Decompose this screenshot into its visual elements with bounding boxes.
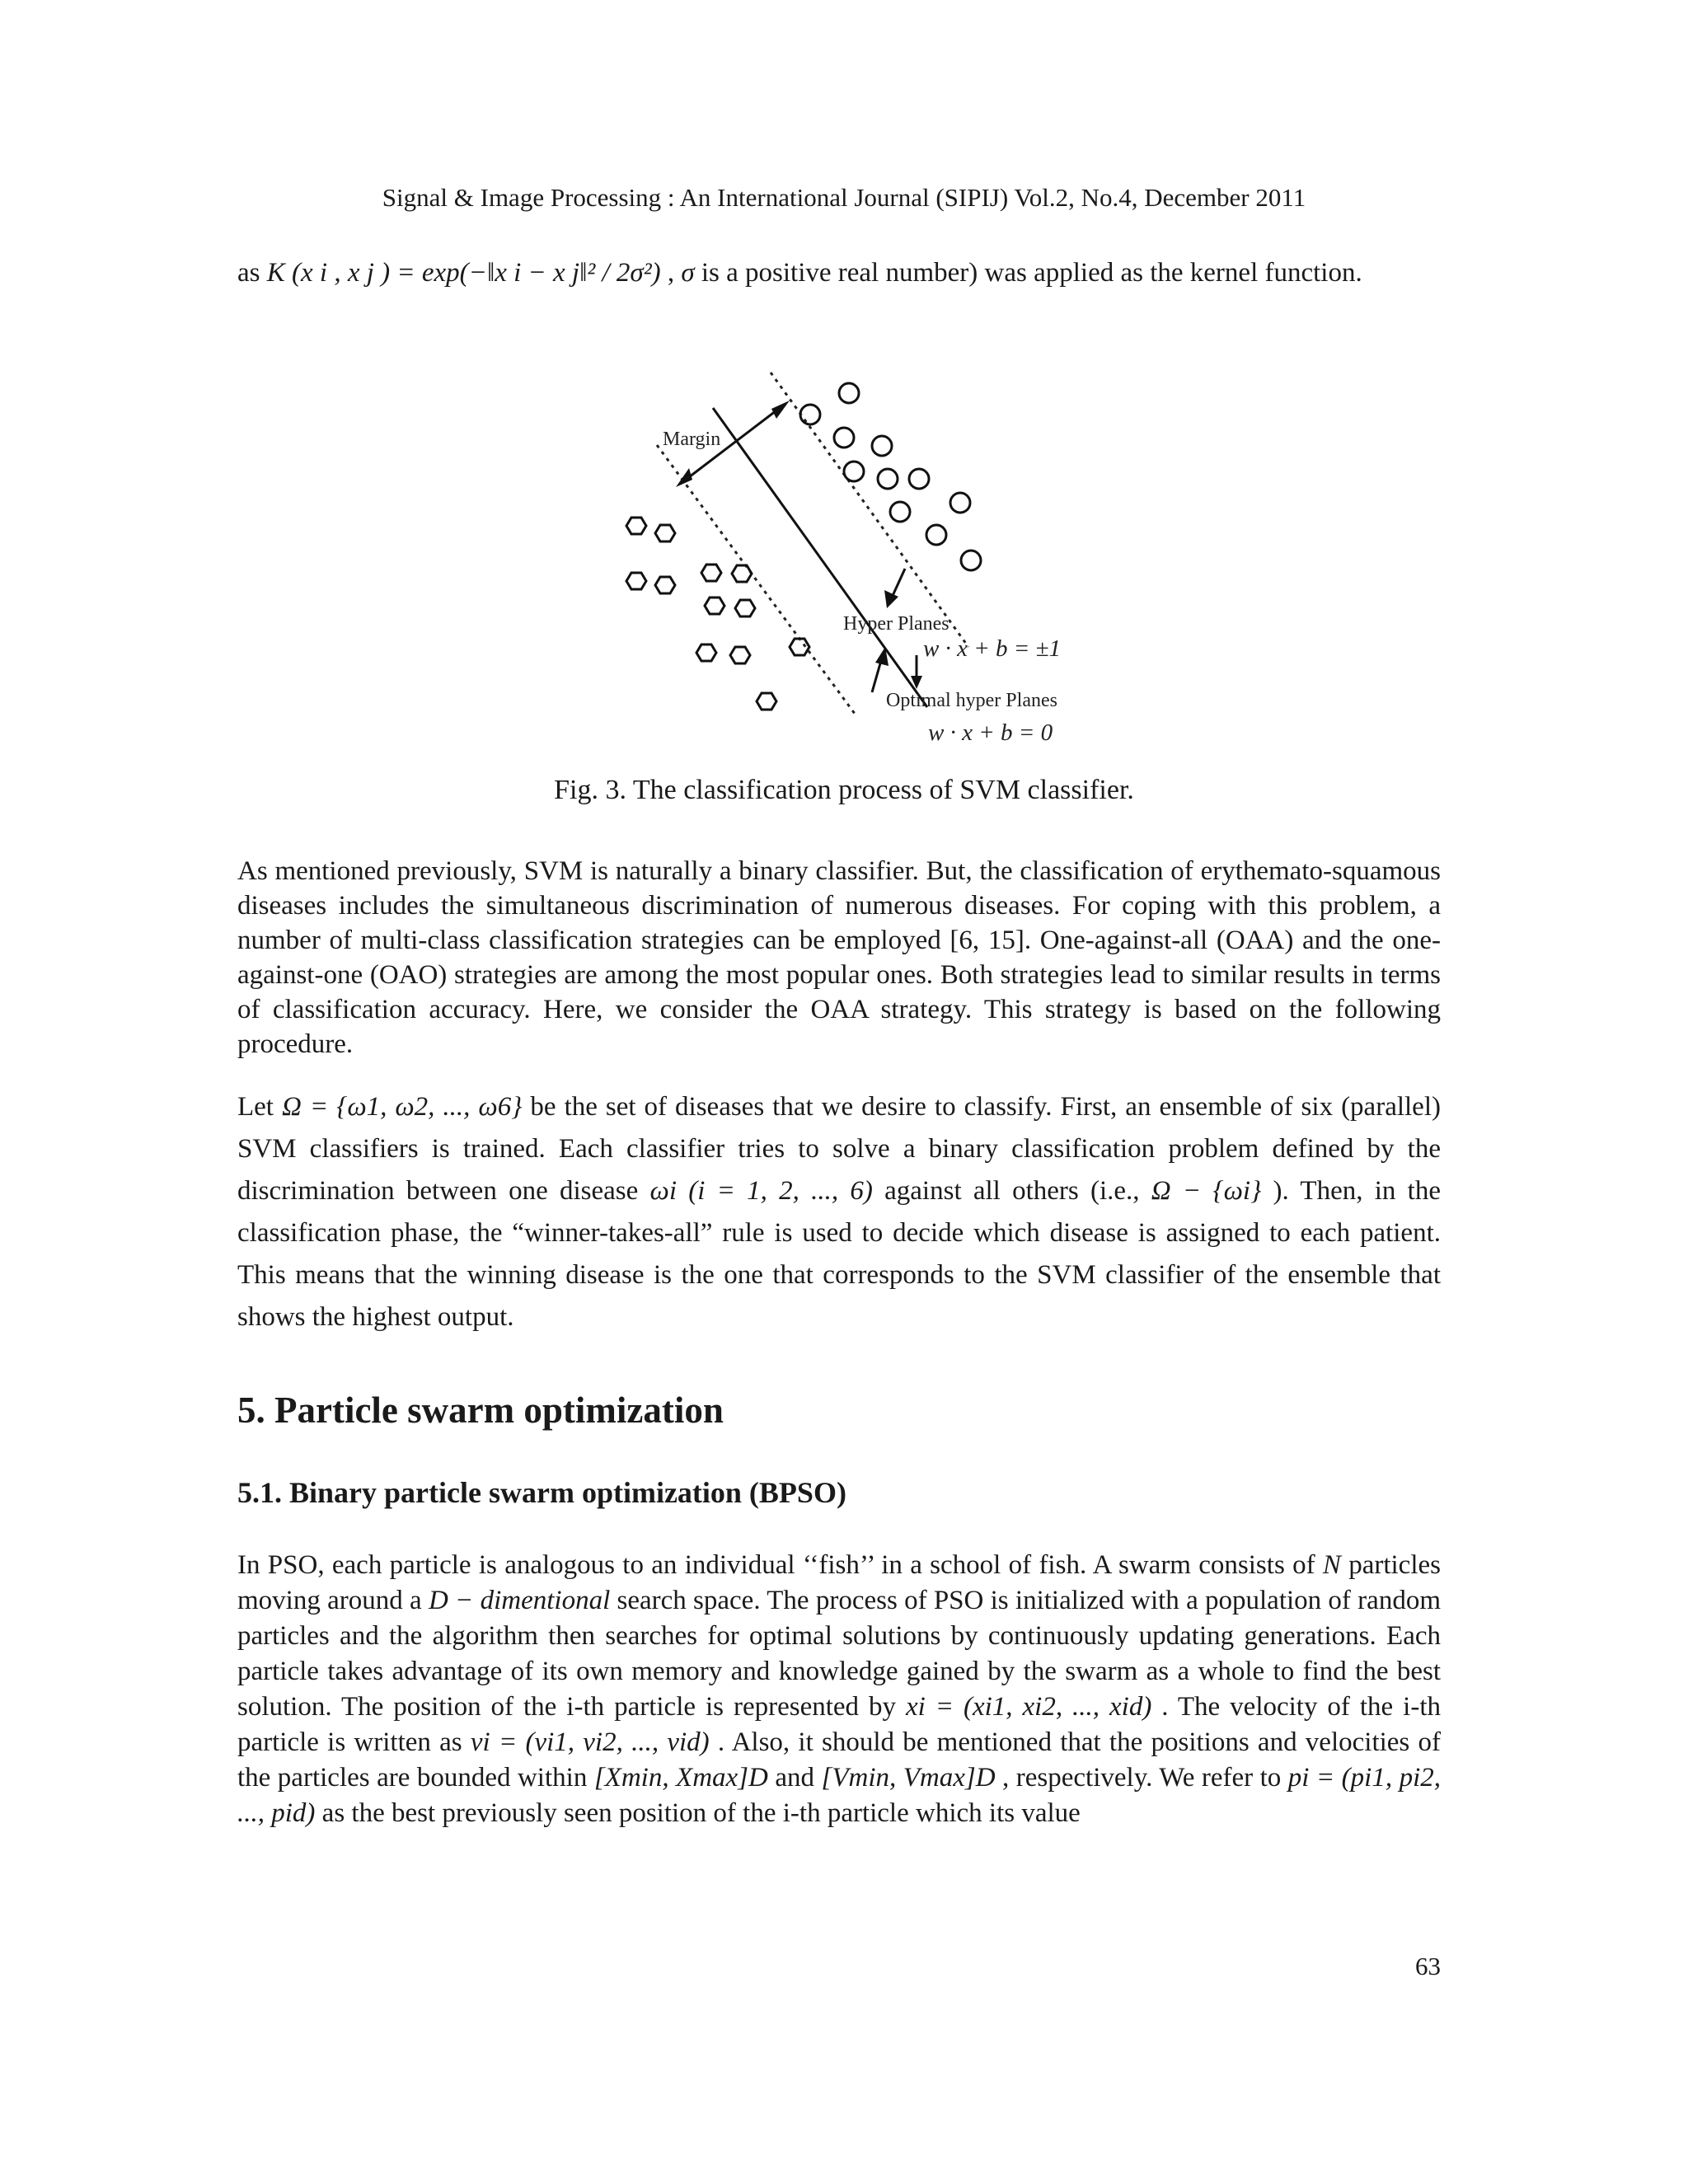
hexagon-point bbox=[732, 565, 752, 582]
subsection-title: 5.1. Binary particle swarm optimization (BPSO) bbox=[237, 1476, 846, 1509]
circle-point bbox=[800, 405, 820, 424]
circle-point bbox=[839, 383, 859, 403]
hexagon-point bbox=[757, 693, 776, 710]
optimal-hyperplane-equation: w · x + b = 0 bbox=[928, 719, 1053, 746]
running-header: Signal & Image Processing : An International Journal (SIPIJ) Vol.2, No.4, December 2011 bbox=[382, 183, 1306, 212]
hexagon-point bbox=[705, 598, 724, 614]
hexagon-point bbox=[655, 525, 675, 541]
page-number: 63 bbox=[1415, 1952, 1441, 1980]
circle-point bbox=[950, 493, 970, 513]
hyperplane-pointer-head bbox=[884, 590, 898, 608]
class-hexagons bbox=[626, 518, 809, 710]
circle-point bbox=[834, 428, 854, 448]
class-circles bbox=[800, 383, 981, 570]
circle-point bbox=[909, 469, 929, 489]
hexagon-point bbox=[735, 600, 755, 616]
hexagon-point bbox=[626, 573, 646, 589]
hexagon-point bbox=[626, 518, 646, 534]
oaa-paragraph: Let Ω = {ω1, ω2, ..., ω6} be the set of diseases that we desire to classify. First, an ensemble of six (parallel) SVM classifiers is trained. Each classifier tries to solve a binary classification problem defined by the discrimination between one disease ωi (i = 1, 2, ..., 6) against all others (i.e., Ω − {ωi} ). Then, in the classification phase, the “winner-takes-all” rule is used to decide which disease is assigned to each patient. This means that the winning disease is the one that corresponds to the SVM classifier of the ensemble that shows the highest output. bbox=[237, 1092, 1441, 1332]
margin-label: Margin bbox=[663, 429, 721, 450]
margin-arrowhead-left bbox=[676, 468, 692, 487]
hyperplanes-label: Hyper Planes bbox=[843, 613, 950, 635]
circle-point bbox=[961, 551, 981, 570]
circle-point bbox=[878, 469, 898, 489]
hexagon-point bbox=[701, 565, 721, 581]
hyperplanes-equation: w · x + b = ±1 bbox=[923, 635, 1062, 662]
hexagon-point bbox=[790, 639, 809, 655]
pso-paragraph: In PSO, each particle is analogous to an individual ‘‘fish’’ in a school of fish. A swarm consists of N particles moving around a D − dimentional search space. The process of PSO is initialized with a population of random particles and the algorithm then searches for optimal solutions by continuously updating generations. Each particle takes advantage of its own memory and knowledge gained by the swarm as a whole to find the best solution. The position of the i-th particle is represented by xi = (xi1, xi2, ..., xid) . The velocity of the i-th particle is written as vi = (vi1, vi2, ..., vid) . Also, it should be mentioned that the positions and velocities of the particles are bounded within [Xmin, Xmax]D and [Vmin, Vmax]D , respectively. We refer to pi = (pi1, pi2, ..., pid) as the best previously seen position of the i-th particle which its value bbox=[237, 1550, 1442, 1828]
kernel-paragraph: as K (x i , x j ) = exp(−‖x i − x j‖² / 2σ²) , σ is a positive real number) was applied as the kernel function. bbox=[237, 258, 1362, 288]
svm-figure bbox=[610, 363, 1137, 758]
omega-i: ωi (i = 1, 2, ..., 6) bbox=[649, 1176, 873, 1206]
velocity-vector: vi = (vi1, vi2, ..., vid) bbox=[470, 1727, 710, 1757]
omega-set: Ω = {ω1, ω2, ..., ω6} bbox=[281, 1092, 523, 1122]
kernel-formula: K (x i , x j ) = exp(−‖x i − x j‖² / 2σ²) bbox=[266, 258, 661, 288]
circle-point bbox=[844, 462, 864, 481]
hexagon-point bbox=[696, 644, 716, 661]
position-bounds: [Xmin, Xmax]D bbox=[593, 1763, 768, 1793]
figure-caption: Fig. 3. The classification process of SVM classifier. bbox=[554, 775, 1134, 805]
circle-point bbox=[926, 525, 946, 545]
margin-arrowhead-right bbox=[771, 401, 790, 419]
sigma-symbol: σ bbox=[681, 258, 695, 288]
best-position-vector: pi = (pi1, pi2, ..., pid) bbox=[237, 1763, 1441, 1828]
hexagon-point bbox=[730, 647, 750, 663]
circle-point bbox=[872, 436, 892, 456]
hyperplane-left bbox=[657, 445, 857, 717]
omega-complement: Ω − {ωi} bbox=[1151, 1176, 1262, 1206]
optimal-hyperplane-label: Optimal hyper Planes bbox=[886, 690, 1057, 711]
section-title: 5. Particle swarm optimization bbox=[237, 1390, 724, 1431]
circle-point bbox=[890, 502, 910, 522]
position-vector: xi = (xi1, xi2, ..., xid) bbox=[905, 1692, 1152, 1722]
hexagon-point bbox=[655, 577, 675, 593]
multiclass-paragraph: As mentioned previously, SVM is naturally a binary classifier. But, the classification of erythemato-squamous diseases includes the simultaneous discrimination of numerous diseases. For coping with this problem, a number of multi-class classification strategies can be employed [6, 15]. One-against-all (OAA) and the one-against-one (OAO) strategies are among the most popular ones. Both strategies lead to similar results in terms of classification accuracy. Here, we consider the OAA strategy. This strategy is based on the following procedure. bbox=[237, 856, 1441, 1059]
velocity-bounds: [Vmin, Vmax]D bbox=[821, 1763, 996, 1793]
hyperplane-pointer bbox=[892, 569, 905, 598]
